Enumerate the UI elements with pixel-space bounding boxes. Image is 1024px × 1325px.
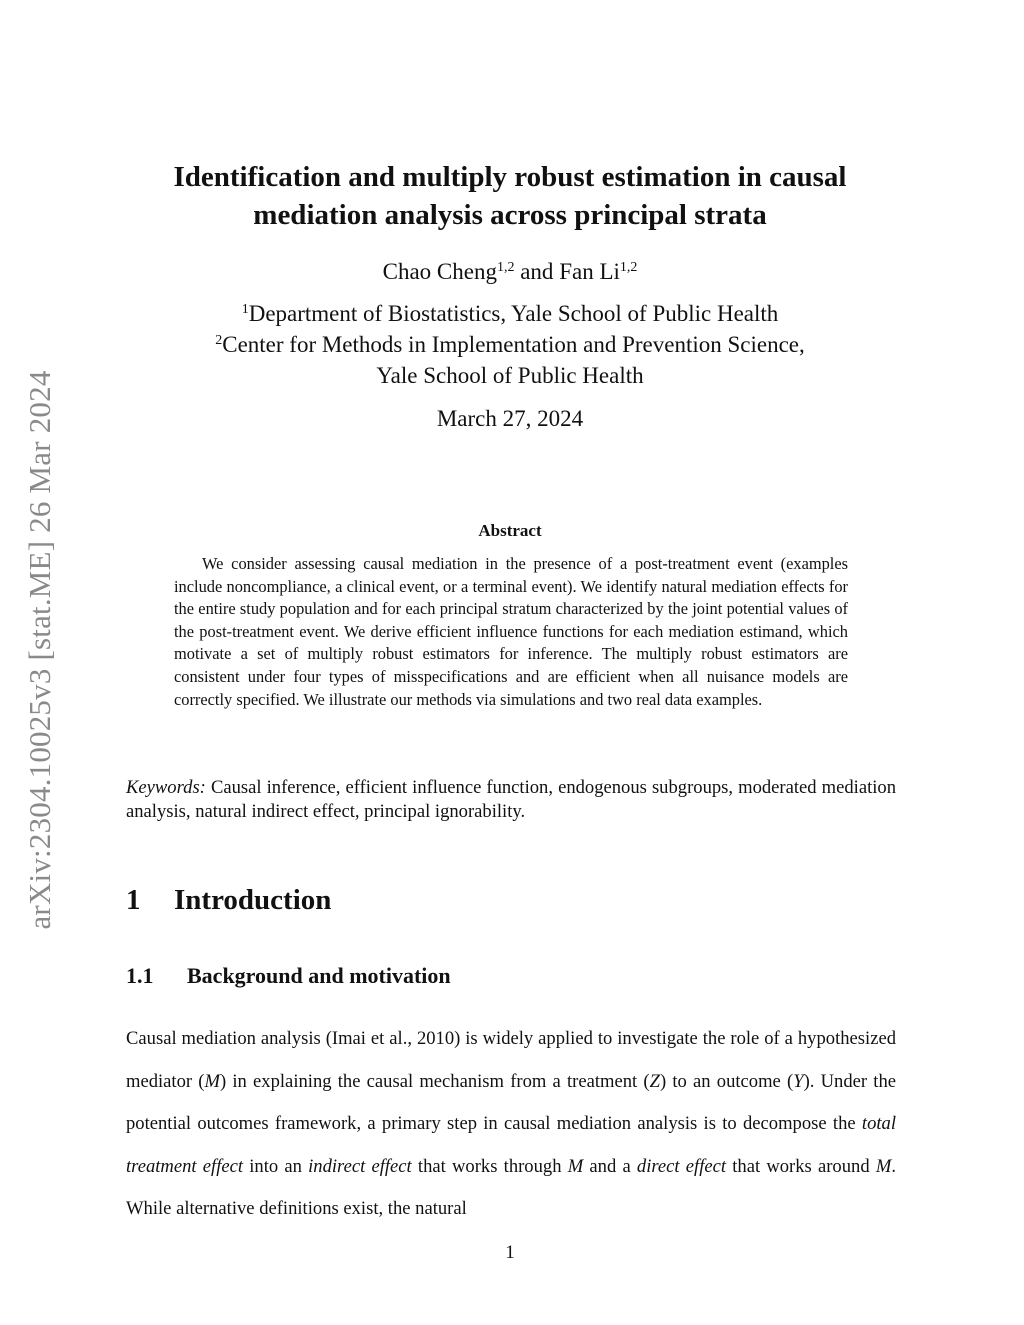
body-text-run: . While alternative definitions exist, the natural xyxy=(126,1155,896,1219)
affiliation-marker: 1 xyxy=(241,302,249,317)
title-line-1: Identification and multiply robust estimation in causal xyxy=(173,161,847,193)
math-symbol: M xyxy=(204,1070,220,1092)
author-list xyxy=(100,259,920,285)
keywords-text: Causal inference, efficient influence function, endogenous subgroups, moderated mediation analysis, natural indirect effect, principal ignorability. xyxy=(126,777,896,822)
math-symbol: M xyxy=(567,1155,584,1177)
body-text-run: ) to an outcome ( xyxy=(659,1070,794,1092)
body-text-run: into an xyxy=(243,1155,309,1177)
affiliation-text: Department of Biostatistics, Yale School of Public Health xyxy=(248,301,779,326)
body-paragraph xyxy=(126,1018,896,1231)
affiliation-marker: 2 xyxy=(215,333,223,348)
abstract-text: We consider assessing causal mediation in the presence of a post-treatment event (examples include noncompliance, a clinical event, or a terminal event). We identify natural mediation effects for the entire study population and for each principal stratum characterized by the joint potential values of the post-treatment event. We derive efficient influence functions for each mediation estimand, which motivate a set of multiply robust estimators for inference. The multiply robust estimators are consistent under four types of misspecifications and are efficient when all nuisance models are correctly specified. We illustrate our methods via simulations and two real data examples. xyxy=(174,554,848,709)
author-name: Fan Li xyxy=(559,259,620,284)
keywords xyxy=(126,776,896,824)
page-number: 1 xyxy=(505,1242,515,1263)
body-text-run: ) in explaining the causal mechanism from a treatment ( xyxy=(219,1070,650,1092)
body-text-run: Causal mediation analysis (Imai et al., 2010) is widely applied to investigate the role of a hypothesized mediator ( xyxy=(126,1028,896,1092)
body-text-run: ). Under the potential outcomes framework, a primary step in causal mediation analysis is to decompose the xyxy=(126,1070,896,1134)
emphasized-term: direct effect xyxy=(636,1155,727,1177)
body-text-run: that works around xyxy=(726,1155,876,1177)
section-number: 1 xyxy=(126,884,141,916)
keywords-label: Keywords: xyxy=(126,777,206,798)
title-line-2: mediation analysis across principal strata xyxy=(253,199,767,231)
publication-date: March 27, 2024 xyxy=(436,406,584,431)
emphasized-term: indirect effect xyxy=(308,1155,412,1177)
author-affiliation-marker: 1,2 xyxy=(496,260,515,275)
subsection-number: 1.1 xyxy=(126,963,154,988)
subsection-title: Background and motivation xyxy=(187,963,451,988)
math-symbol: Y xyxy=(793,1070,804,1092)
abstract-heading: Abstract xyxy=(478,521,542,540)
arxiv-identifier-stamp: arXiv:2304.10025v3 [stat.ME] 26 Mar 2024 xyxy=(22,370,57,930)
affiliation-2 xyxy=(100,329,920,360)
emphasized-term: total treatment effect xyxy=(126,1113,896,1177)
paper-title xyxy=(100,158,920,234)
section-title: Introduction xyxy=(174,884,332,916)
affiliation-2-continued: Yale School of Public Health xyxy=(376,363,644,388)
author-name: Chao Cheng xyxy=(382,259,497,284)
subsection-heading xyxy=(126,963,451,989)
author-affiliation-marker: 1,2 xyxy=(619,260,638,275)
affiliations xyxy=(100,298,920,391)
body-text-run: and a xyxy=(583,1155,637,1177)
affiliation-1 xyxy=(100,298,920,329)
affiliation-text: Center for Methods in Implementation and Prevention Science, xyxy=(222,332,805,357)
math-symbol: Z xyxy=(649,1070,660,1092)
author-conjunction: and xyxy=(514,259,560,284)
math-symbol: M xyxy=(875,1155,892,1177)
section-heading xyxy=(126,884,331,917)
body-text-run: that works through xyxy=(411,1155,568,1177)
